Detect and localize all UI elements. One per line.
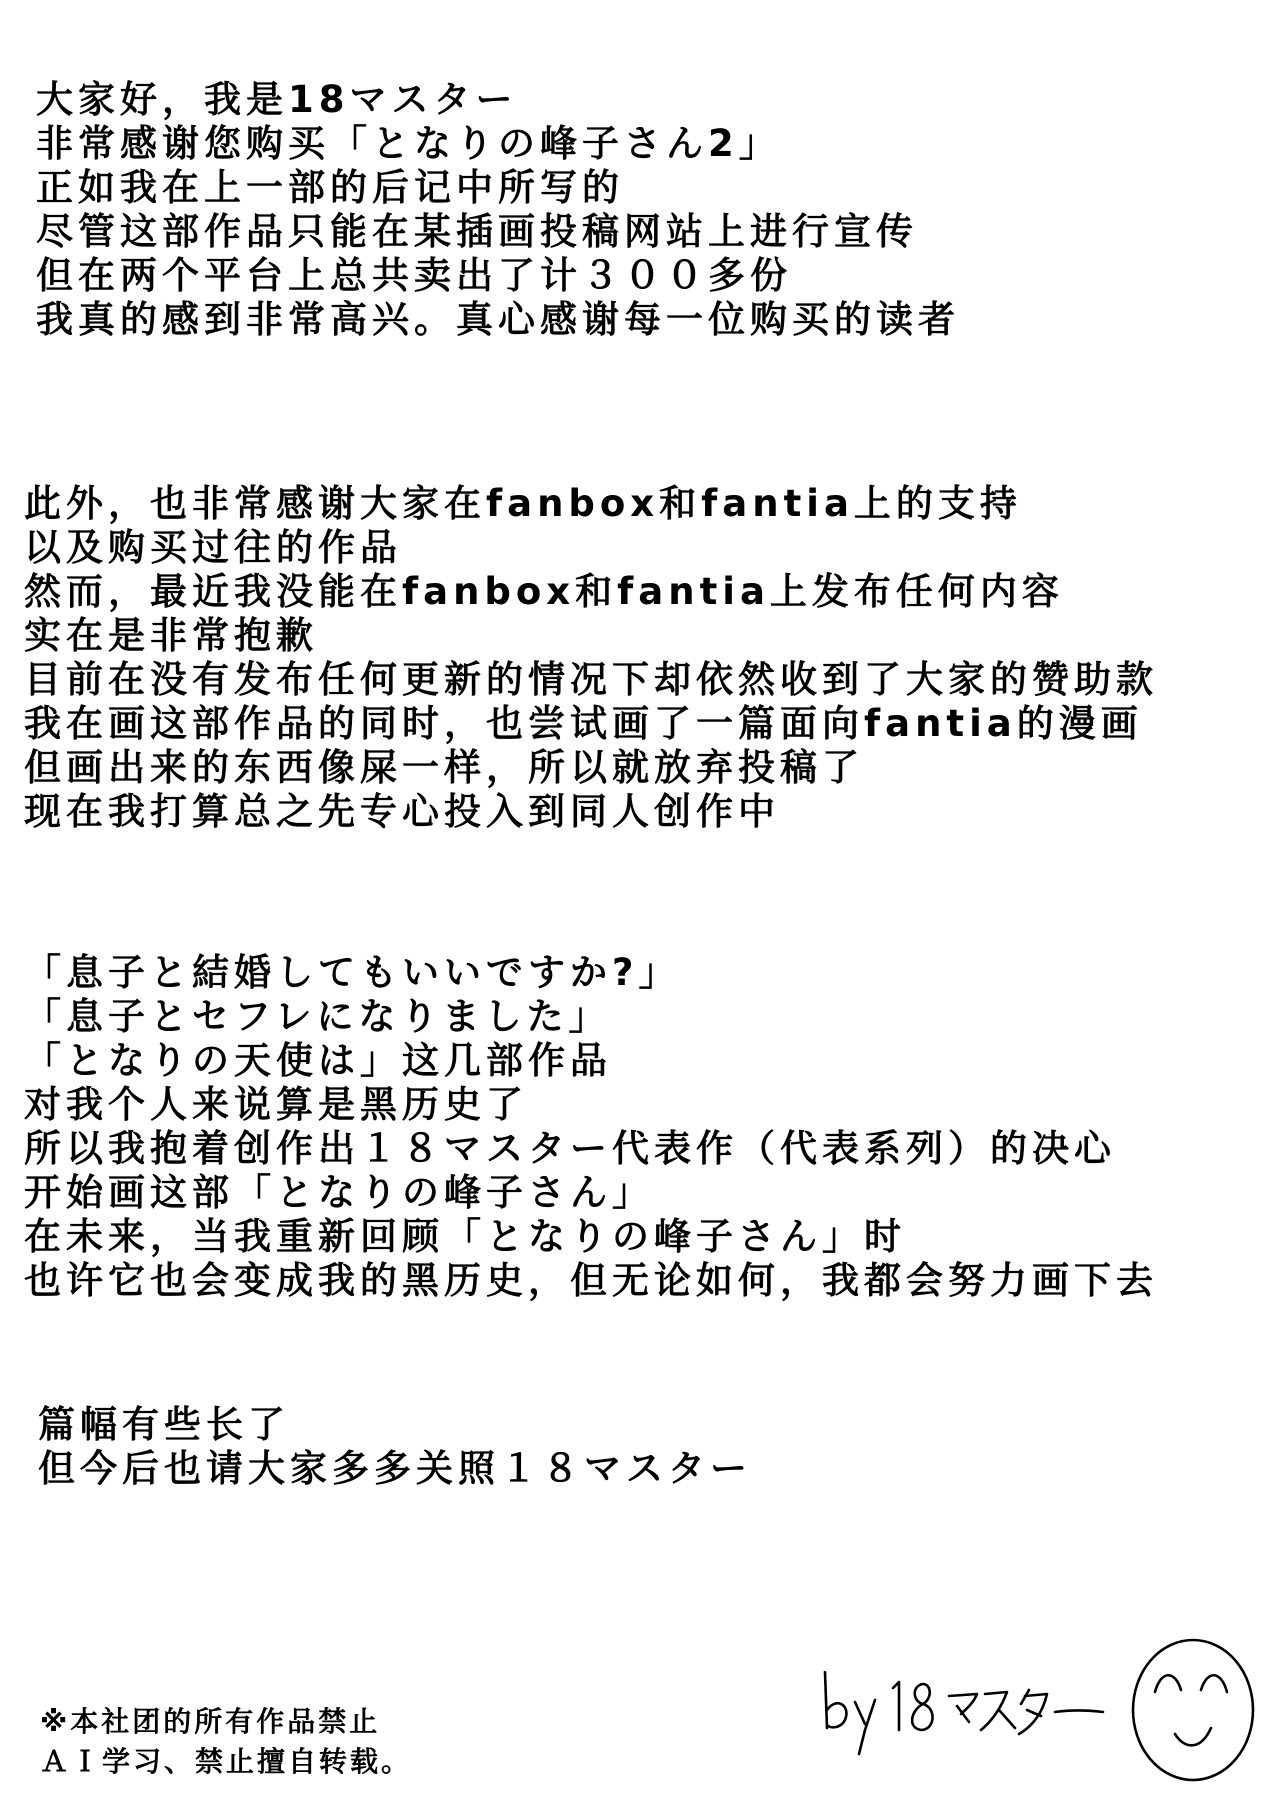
signature-drawing — [815, 1630, 1265, 1790]
text-line: 开始画这部「となりの峰子さん」 — [24, 1171, 654, 1214]
text-line: 对我个人来说算是黑历史了 — [24, 1083, 528, 1126]
text-line: 大家好，我是18マスター — [36, 78, 518, 121]
text-line: 「となりの天使は」这几部作品 — [24, 1039, 612, 1082]
greeting-paragraph — [36, 78, 960, 342]
text-line: 非常感谢您购买「となりの峰子さん2」 — [36, 122, 781, 165]
note-line: ※本社团的所有作品禁止 — [40, 1705, 381, 1738]
text-line: 但今后也请大家多多关照１８マスター — [38, 1447, 752, 1490]
text-line: 以及购买过往的作品 — [24, 526, 402, 569]
smiley-face-icon — [1133, 1640, 1253, 1780]
note-line: ＡＩ学习、禁止擅自转载。 — [40, 1745, 413, 1778]
text-line: 此外，也非常感谢大家在fanbox和fantia上的支持 — [24, 482, 1022, 525]
past-works-paragraph — [24, 951, 1158, 1303]
closing-paragraph — [38, 1403, 752, 1491]
text-line: 「息子と結婚してもいいですか?」 — [24, 951, 681, 994]
text-line: 目前在没有发布任何更新的情况下却依然收到了大家的赞助款 — [24, 658, 1158, 701]
text-line: 但在两个平台上总共卖出了计３００多份 — [36, 254, 792, 297]
support-paragraph — [24, 482, 1158, 834]
text-line: 尽管这部作品只能在某插画投稿网站上进行宣传 — [36, 210, 918, 253]
text-line: 然而，最近我没能在fanbox和fantia上发布任何内容 — [24, 570, 1064, 613]
text-line: 所以我抱着创作出１８マスター代表作（代表系列）的决心 — [24, 1127, 1116, 1170]
text-line: 篇幅有些长了 — [38, 1403, 290, 1446]
text-line: 也许它也会变成我的黑历史，但无论如何，我都会努力画下去 — [24, 1259, 1158, 1302]
text-line: 正如我在上一部的后记中所写的 — [36, 166, 624, 209]
text-line: 在未来，当我重新回顾「となりの峰子さん」时 — [24, 1215, 906, 1258]
copyright-note — [40, 1702, 412, 1782]
text-line: 我真的感到非常高兴。真心感谢每一位购买的读者 — [36, 298, 960, 341]
text-line: 现在我打算总之先专心投入到同人创作中 — [24, 790, 780, 833]
text-line: 实在是非常抱歉 — [24, 614, 318, 657]
author-signature — [815, 1630, 1265, 1790]
text-line: 我在画这部作品的同时，也尝试画了一篇面向fantia的漫画 — [24, 702, 1143, 745]
signature-handwriting — [825, 1672, 1103, 1754]
text-line: 但画出来的东西像屎一样，所以就放弃投稿了 — [24, 746, 864, 789]
text-line: 「息子とセフレになりました」 — [24, 995, 611, 1038]
